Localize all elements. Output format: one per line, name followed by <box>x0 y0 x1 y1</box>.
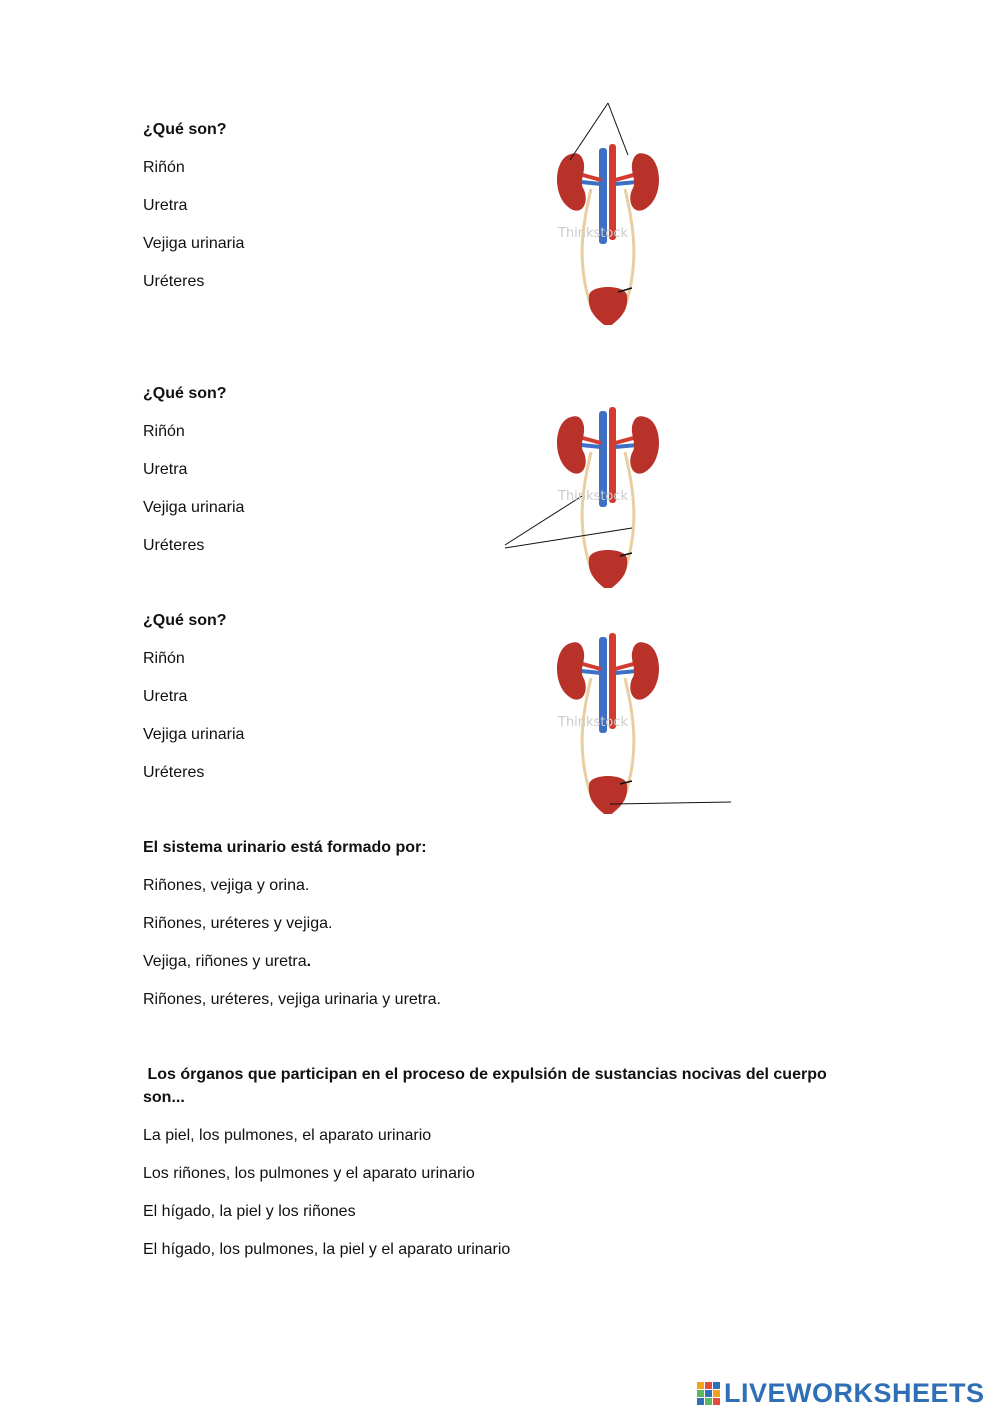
option-higado-piel-rinones[interactable]: El hígado, la piel y los riñones <box>143 1203 356 1220</box>
option-uretra[interactable]: Uretra <box>143 197 188 214</box>
urinary-system-diagram-3 <box>500 628 740 818</box>
question-title: ¿Qué son? <box>143 121 227 138</box>
option-rinones-vejiga-orina[interactable]: Riñones, vejiga y orina. <box>143 877 310 894</box>
logo-grid-icon <box>697 1382 720 1405</box>
option-piel-pulmones-aparato[interactable]: La piel, los pulmones, el aparato urinario <box>143 1127 432 1144</box>
option-vejiga-urinaria[interactable]: Vejiga urinaria <box>143 499 245 516</box>
option-rinon[interactable]: Riñón <box>143 159 185 176</box>
option-rinones-ureteres-vejiga[interactable]: Riñones, uréteres y vejiga. <box>143 915 333 932</box>
option-rinones-ureteres-vejiga-uretra[interactable]: Riñones, uréteres, vejiga urinaria y uretra. <box>143 991 441 1008</box>
urinary-system-diagram-1 <box>500 95 740 330</box>
liveworksheets-logo <box>697 1377 985 1409</box>
question-title <box>143 1063 833 1109</box>
option-vejiga-rinones-uretra[interactable] <box>143 950 833 973</box>
watermark: Thinkstock <box>558 715 629 730</box>
option-rinon[interactable]: Riñón <box>143 423 185 440</box>
option-rinon[interactable]: Riñón <box>143 650 185 667</box>
brand-name: LIVEWORKSHEETS <box>724 1377 985 1408</box>
option-ureteres[interactable]: Uréteres <box>143 273 205 290</box>
option-ureteres[interactable]: Uréteres <box>143 537 205 554</box>
option-higado-pulmones-piel-aparato[interactable]: El hígado, los pulmones, la piel y el aparato urinario <box>143 1241 511 1258</box>
option-uretra[interactable]: Uretra <box>143 688 188 705</box>
question-5 <box>143 1063 833 1276</box>
question-4 <box>143 836 833 1026</box>
question-title-line-2: son... <box>143 1089 185 1106</box>
option-period: . <box>306 953 312 970</box>
option-text: Vejiga, riñones y uretra <box>143 953 307 970</box>
question-title: ¿Qué son? <box>143 385 227 402</box>
option-vejiga-urinaria[interactable]: Vejiga urinaria <box>143 235 245 252</box>
option-ureteres[interactable]: Uréteres <box>143 764 205 781</box>
urinary-system-diagram-2 <box>500 400 740 590</box>
question-title: El sistema urinario está formado por: <box>143 839 427 856</box>
option-rinones-pulmones-aparato[interactable]: Los riñones, los pulmones y el aparato urinario <box>143 1165 475 1182</box>
option-vejiga-urinaria[interactable]: Vejiga urinaria <box>143 726 245 743</box>
question-title-line-1: Los órganos que participan en el proceso de expulsión de sustancias nocivas del cuerpo <box>143 1066 827 1083</box>
question-title: ¿Qué son? <box>143 612 227 629</box>
watermark: Thinkstock <box>558 489 629 504</box>
watermark: Thinkstock <box>558 226 629 241</box>
option-uretra[interactable]: Uretra <box>143 461 188 478</box>
